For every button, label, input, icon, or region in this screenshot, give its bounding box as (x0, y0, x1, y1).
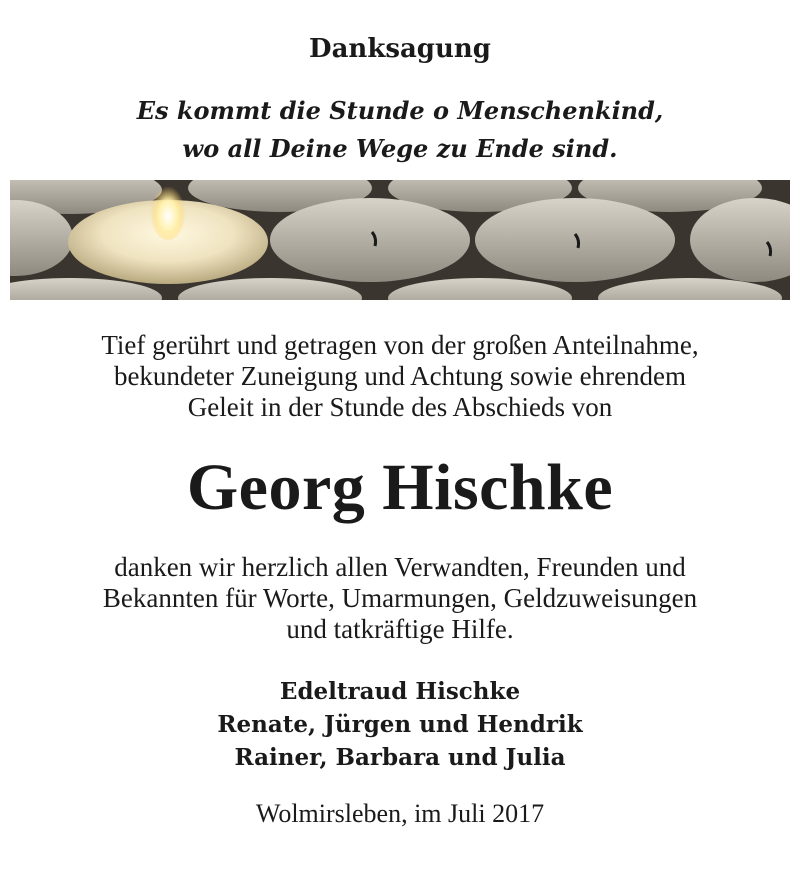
thanks-line-3: und tatkräftige Hilfe. (286, 614, 514, 644)
notice-heading: Danksagung (309, 34, 491, 64)
verse-line-1: Es kommt die Stunde o Menschenkind, (136, 96, 664, 125)
family-signatures (0, 675, 800, 774)
family-line-2: Renate, Jürgen und Hendrik (217, 711, 583, 738)
tealight-candles-image (10, 180, 790, 300)
thanks-text (0, 552, 800, 645)
verse (0, 92, 800, 168)
thanks-line-2: Bekannten für Worte, Umarmungen, Geldzuweisungen (102, 583, 698, 613)
thanks-line-1: danken wir herzlich allen Verwandten, Freunden und (114, 552, 686, 582)
intro-text (0, 330, 800, 423)
intro-line-3: Geleit in der Stunde des Abschieds von (187, 392, 613, 422)
family-line-1: Edeltraud Hischke (279, 678, 521, 705)
family-line-3: Rainer, Barbara und Julia (234, 744, 566, 771)
intro-line-2: bekundeter Zuneigung und Achtung sowie ehrendem (113, 361, 687, 391)
deceased-name: Georg Hischke (186, 451, 614, 524)
place-and-date: Wolmirsleben, im Juli 2017 (255, 799, 545, 828)
verse-line-2: wo all Deine Wege zu Ende sind. (182, 134, 618, 163)
intro-line-1: Tief gerührt und getragen von der großen Anteilnahme, (101, 330, 699, 360)
